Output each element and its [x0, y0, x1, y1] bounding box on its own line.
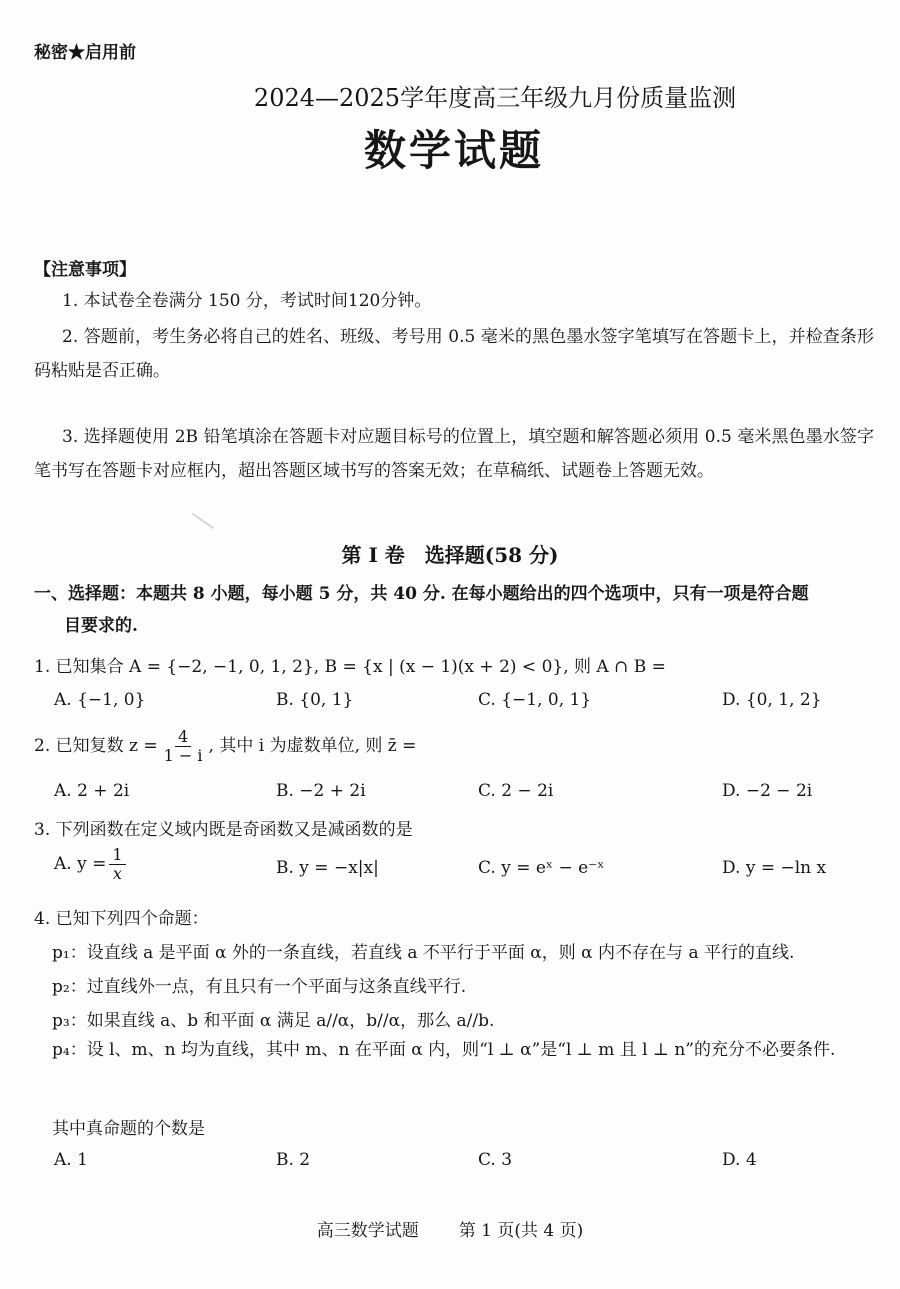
- question-3-option-a-fraction: [109, 846, 125, 883]
- question-4-proposition-4: p₄：设 l、m、n 均为直线，其中 m、n 在平面 α 内，则“l ⊥ α”是“l ⊥ m 且 l ⊥ n”的充分不必要条件.: [52, 1040, 836, 1060]
- footer-page-number: 第 1 页(共 4 页): [458, 1221, 584, 1241]
- question-3-option-a: [54, 846, 129, 883]
- question-2-fraction: [161, 728, 206, 765]
- section-name: 选择题(58 分): [424, 543, 559, 567]
- notice-item-3: 3. 选择题使用 2B 铅笔填涂在答题卡对应题目标号的位置上，填空题和解答题必须用 0.5 毫米黑色墨水签字笔书写在答题卡对应框内，超出答题区域书写的答案无效；在草稿纸、试题卷上答题无效。: [34, 427, 874, 481]
- question-3-option-b: B. y = −x|x|: [276, 858, 379, 878]
- question-1-stem: 1. 已知集合 A = {−2, −1, 0, 1, 2}, B = {x | (x − 1)(x + 2) < 0}, 则 A ∩ B =: [34, 657, 666, 677]
- question-4-proposition-3: p₃：如果直线 a、b 和平面 α 满足 a//α，b//α，那么 a//b.: [52, 1011, 495, 1031]
- section-part: 第 Ⅰ 卷: [341, 543, 405, 567]
- question-3-option-a-pre: A. y =: [54, 854, 107, 874]
- question-2-stem-post: , 其中 i 为虚数单位, 则 z̄ =: [208, 736, 417, 756]
- question-3-option-a-denominator: x: [112, 864, 122, 883]
- part-one-line-1: 一、选择题：本题共 8 小题，每小题 5 分，共 40 分. 在每小题给出的四个选项中，只有一项是符合题: [34, 584, 809, 604]
- exam-title: 数学试题: [363, 126, 544, 175]
- question-2-option-a: A. 2 + 2i: [54, 781, 130, 801]
- footer-subject: 高三数学试题: [316, 1221, 419, 1241]
- question-4-proposition-2: p₂：过直线外一点，有且只有一个平面与这条直线平行.: [52, 977, 467, 997]
- question-1-option-a: A. {−1, 0}: [54, 690, 146, 710]
- notice-heading: 【注意事项】: [34, 260, 136, 280]
- question-2-numerator: 4: [175, 728, 191, 747]
- question-3-option-c: C. y = eˣ − e⁻ˣ: [478, 858, 605, 878]
- question-3-stem: 3. 下列函数在定义域内既是奇函数又是减函数的是: [34, 820, 413, 840]
- part-one-instructions: [34, 578, 879, 642]
- question-1-option-d: D. {0, 1, 2}: [722, 690, 822, 710]
- page-footer: [0, 1216, 900, 1241]
- question-2-option-c: C. 2 − 2i: [478, 781, 554, 801]
- question-2-option-b: B. −2 + 2i: [276, 781, 366, 801]
- notice-item-2: 2. 答题前，考生务必将自己的姓名、班级、考号用 0.5 毫米的黑色墨水签字笔填写在答题卡上，并检查条形码粘贴是否正确。: [34, 327, 874, 381]
- question-4-proposition-1: p₁：设直线 a 是平面 α 外的一条直线，若直线 a 不平行于平面 α，则 α 内不存在与 a 平行的直线.: [52, 943, 795, 963]
- scan-mark: [192, 513, 214, 530]
- notice-item-1: 1. 本试卷全卷满分 150 分，考试时间120分钟。: [62, 291, 432, 311]
- question-3-option-a-numerator: 1: [109, 846, 125, 865]
- question-4-option-c: C. 3: [478, 1150, 513, 1170]
- question-4-option-b: B. 2: [276, 1150, 311, 1170]
- question-1-option-c: C. {−1, 0, 1}: [478, 690, 592, 710]
- confidential-label: 秘密★启用前: [34, 43, 136, 63]
- question-2-stem-pre: 2. 已知复数 z =: [34, 736, 158, 756]
- section-title: [0, 539, 900, 568]
- question-4-option-d: D. 4: [722, 1150, 757, 1170]
- question-4-option-a: A. 1: [54, 1150, 88, 1170]
- question-4-stem: 4. 已知下列四个命题：: [34, 909, 209, 929]
- question-1-option-b: B. {0, 1}: [276, 690, 354, 710]
- question-2-stem: [34, 728, 416, 765]
- question-3-option-d: D. y = −ln x: [722, 858, 827, 878]
- part-one-line-2: 目要求的.: [64, 616, 138, 636]
- exam-subtitle: 2024—2025学年度高三年级九月份质量监测: [253, 84, 737, 112]
- question-2-denominator: 1 − i: [163, 746, 203, 765]
- question-2-option-d: D. −2 − 2i: [722, 781, 813, 801]
- question-4-ask: 其中真命题的个数是: [52, 1119, 205, 1139]
